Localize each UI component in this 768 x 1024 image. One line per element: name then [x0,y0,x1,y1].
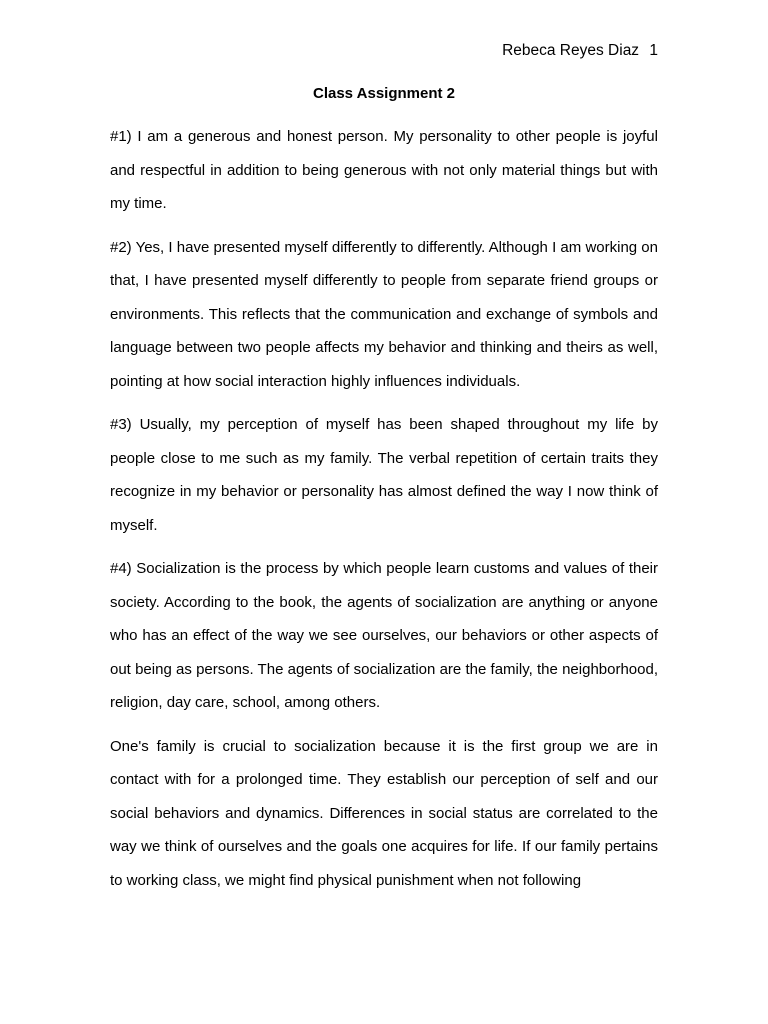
running-header [502,41,658,61]
paragraph-answer-3: #3) Usually, my perception of myself has been shaped throughout my life by people close to me such as my family. The verbal repetition of certain traits they recognize in my behavior or personality has almost defined the way I now think of myself. [110,416,658,534]
paragraph-answer-4: #4) Socialization is the process by which people learn customs and values of their society. According to the book, the agents of socialization are anything or anyone who has an effect of the way we see ourselves, our behaviors or other aspects of out being as persons. The agents of socialization are the family, the neighborhood, religion, day care, school, among others. [110,560,658,711]
paragraph-answer-2: #2) Yes, I have presented myself differently to differently. Although I am working on that, I have presented myself differently to people from separate friend groups or environments. This reflects that the communication and exchange of symbols and language between two people affects my behavior and thinking and theirs as well, pointing at how social interaction highly influences individuals. [110,238,658,390]
document-title: Class Assignment 2 [313,85,455,102]
author-name: Rebeca Reyes Diaz [502,42,640,59]
paragraph-answer-1: #1) I am a generous and honest person. My personality to other people is joyful and respectful in addition to being generous with not only material things but with my time. [110,128,658,212]
paragraph-family-socialization: One's family is crucial to socialization because it is the first group we are in contact with for a prolonged time. They establish our perception of self and our social behaviors and dynamics. Differences in social status are correlated to the way we think of ourselves and the goals one acquires for life. If our family pertains to working class, we might find physical punishment when not following [110,737,658,889]
page-number: 1 [649,42,658,59]
document-body [110,120,658,907]
